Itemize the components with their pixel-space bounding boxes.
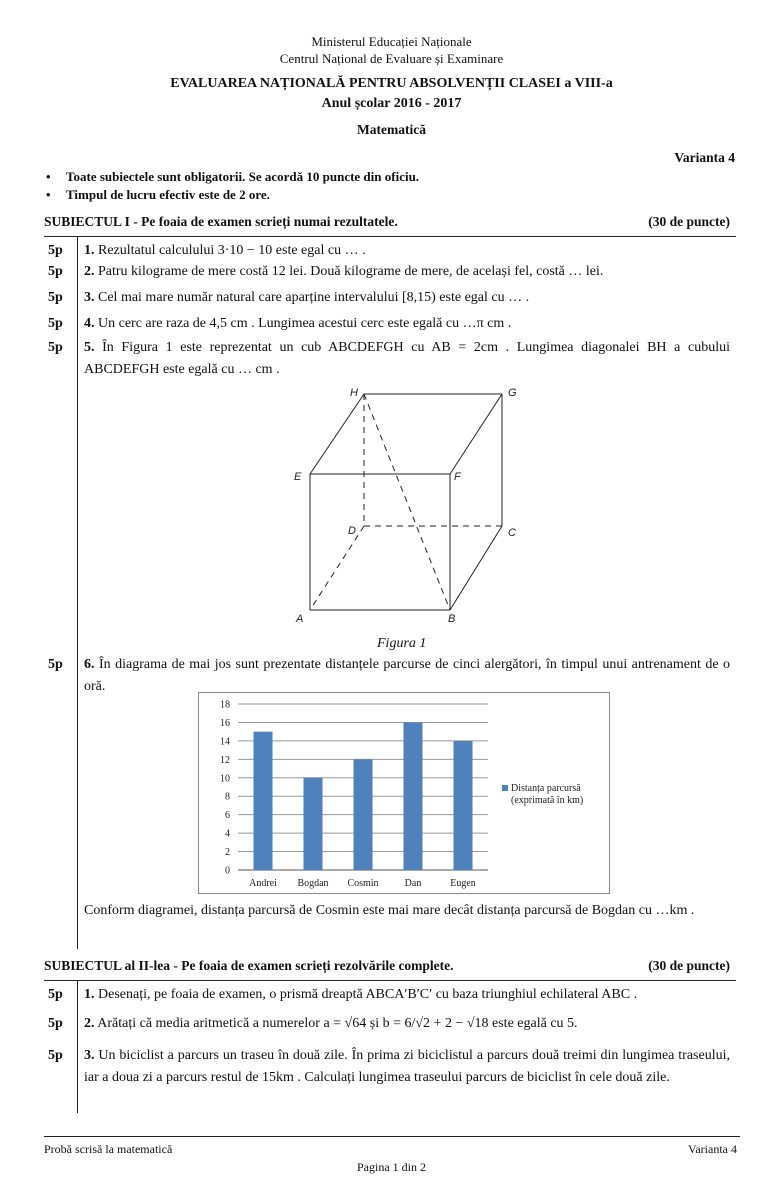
bar-andrei [254, 732, 273, 870]
question-number: 2. [84, 264, 95, 279]
legend-line-1: Distanța parcursă [511, 783, 581, 794]
vertex-label-B: B [448, 613, 456, 625]
section2-margin-line [77, 981, 78, 1113]
bar-cosmin [354, 759, 373, 870]
vertex-label-H: H [350, 387, 358, 399]
y-tick-label: 2 [225, 847, 230, 859]
points-mark: 5p [48, 340, 63, 355]
question-text: În Figura 1 este reprezentat un cub ABCDEFGH cu AB = 2cm . Lungimea diagonalei BH a cubului ABCDEFGH este egală cu … cm . [84, 340, 731, 377]
legend-swatch [502, 785, 508, 791]
points-mark: 5p [48, 243, 63, 258]
x-tick-label: Andrei [249, 878, 277, 889]
edge-DA [310, 526, 364, 610]
question-number: 4. [84, 316, 95, 331]
cube-figure [280, 382, 530, 642]
vertex-label-G: G [508, 387, 517, 399]
question-text: În diagrama de mai jos sunt prezentate distanțele parcurse de cinci alergători, în timpul unui antrenament de o oră. [84, 657, 731, 694]
x-tick-label: Bogdan [297, 878, 329, 889]
edge-EH [310, 394, 364, 474]
footer-variant: Varianta 4 [688, 1142, 737, 1156]
question-3 [84, 287, 730, 309]
points-mark: 5p [48, 1016, 63, 1031]
problem-number: 3. [84, 1048, 95, 1063]
legend-line-2: (exprimată în km) [511, 795, 584, 806]
edge-CB [450, 526, 502, 610]
question-1 [84, 240, 730, 262]
instruction-item: • Toate subiectele sunt obligatorii. Se acordă 10 puncte din oficiu. [44, 168, 419, 186]
points-mark: 5p [48, 290, 63, 305]
center-name: Centrul Național de Evaluare și Examinare [279, 51, 504, 66]
section1-title [44, 214, 730, 230]
points-mark: 5p [48, 316, 63, 331]
y-tick-label: 16 [220, 717, 230, 729]
section1-points: (30 de puncte) [648, 214, 730, 229]
problem-text: Arătați că media aritmetică a numerelor a = √64 și b = 6/√2 + 2 − √18 este egală cu 5. [97, 1016, 578, 1031]
subject-name: Matematică [357, 122, 426, 137]
question-text: Un cerc are raza de 4,5 cm . Lungimea acestui cerc este egală cu …π cm . [98, 316, 512, 331]
question-number: 1. [84, 243, 95, 258]
section1-heading: SUBIECTUL I - Pe foaia de examen scrieți numai rezultatele. [44, 214, 398, 229]
y-tick-label: 18 [220, 699, 230, 711]
question-text: Patru kilograme de mere costă 12 lei. Două kilograme de mere, de același fel, costă … lei. [98, 264, 604, 279]
diagonal-BH [364, 394, 450, 610]
instruction-item: • Timpul de lucru efectiv este de 2 ore. [44, 186, 419, 204]
problem-3 [84, 1045, 730, 1089]
y-tick-label: 0 [225, 865, 230, 877]
vertex-label-F: F [454, 471, 461, 483]
section2-points: (30 de puncte) [648, 958, 730, 973]
question-number: 3. [84, 290, 95, 305]
vertex-label-D: D [348, 525, 356, 537]
section2-heading: SUBIECTUL al II-lea - Pe foaia de examen scrieți rezolvările complete. [44, 958, 454, 973]
y-tick-label: 6 [225, 810, 230, 822]
problem-number: 2. [84, 1016, 95, 1031]
bar-dan [404, 722, 423, 870]
exam-title: EVALUAREA NAȚIONALĂ PENTRU ABSOLVENȚII CLASEI a VIII-a [170, 76, 613, 91]
points-mark: 5p [48, 987, 63, 1002]
instructions-list [44, 168, 419, 204]
section1-margin-line [77, 237, 78, 949]
x-tick-label: Eugen [450, 878, 476, 889]
section1-rule [44, 236, 736, 237]
y-tick-label: 4 [225, 828, 230, 840]
edge-GF [450, 394, 502, 474]
school-year: Anul școlar 2016 - 2017 [321, 96, 462, 111]
bar-chart [198, 692, 610, 894]
variant-label: Varianta 4 [674, 150, 735, 165]
problem-text: Un biciclist a parcurs un traseu în două zile. În prima zi biciclistul a parcurs două treimi din lungimea traseului, iar a doua zi a parcurs restul de 15km . Calculați lungimea traseului parcurs de biciclist în cele două zile. [84, 1048, 730, 1085]
bar-eugen [454, 741, 473, 870]
section2-title [44, 958, 730, 974]
question-6-followup: Conform diagramei, distanța parcursă de Cosmin este mai mare decât distanța parcursă de Bogdan cu …km . [84, 903, 695, 918]
vertex-label-E: E [294, 471, 302, 483]
figure-caption: Figura 1 [377, 636, 427, 651]
question-text: Rezultatul calculului 3·10 − 10 este egal cu … . [98, 243, 366, 258]
y-tick-label: 14 [220, 736, 230, 748]
section2-rule [44, 980, 736, 981]
x-tick-label: Cosmin [347, 878, 379, 889]
ministry-name: Ministerul Educației Naționale [311, 34, 472, 49]
vertex-label-C: C [508, 527, 516, 539]
footer-rule [44, 1136, 740, 1137]
vertex-label-A: A [296, 613, 304, 625]
footer-left: Probă scrisă la matematică [44, 1142, 173, 1156]
question-4 [84, 313, 730, 335]
question-number: 5. [84, 340, 95, 355]
bar-bogdan [304, 778, 323, 870]
question-2 [84, 261, 730, 283]
question-5 [84, 337, 730, 381]
question-text: Cel mai mare număr natural care aparține intervalului [8,15) este egal cu … . [98, 290, 530, 305]
page-number: Pagina 1 din 2 [357, 1160, 426, 1174]
y-tick-label: 8 [225, 791, 230, 803]
problem-number: 1. [84, 987, 95, 1002]
points-mark: 5p [48, 657, 63, 672]
x-tick-label: Dan [404, 878, 422, 889]
problem-2 [84, 1013, 730, 1035]
y-tick-label: 10 [220, 773, 230, 785]
problem-1 [84, 984, 730, 1006]
points-mark: 5p [48, 1048, 63, 1063]
question-number: 6. [84, 657, 95, 672]
y-tick-label: 12 [220, 754, 230, 766]
points-mark: 5p [48, 264, 63, 279]
problem-text: Desenați, pe foaia de examen, o prismă dreaptă ABCA′B′C′ cu baza triunghiul echilateral ABC . [98, 987, 638, 1002]
